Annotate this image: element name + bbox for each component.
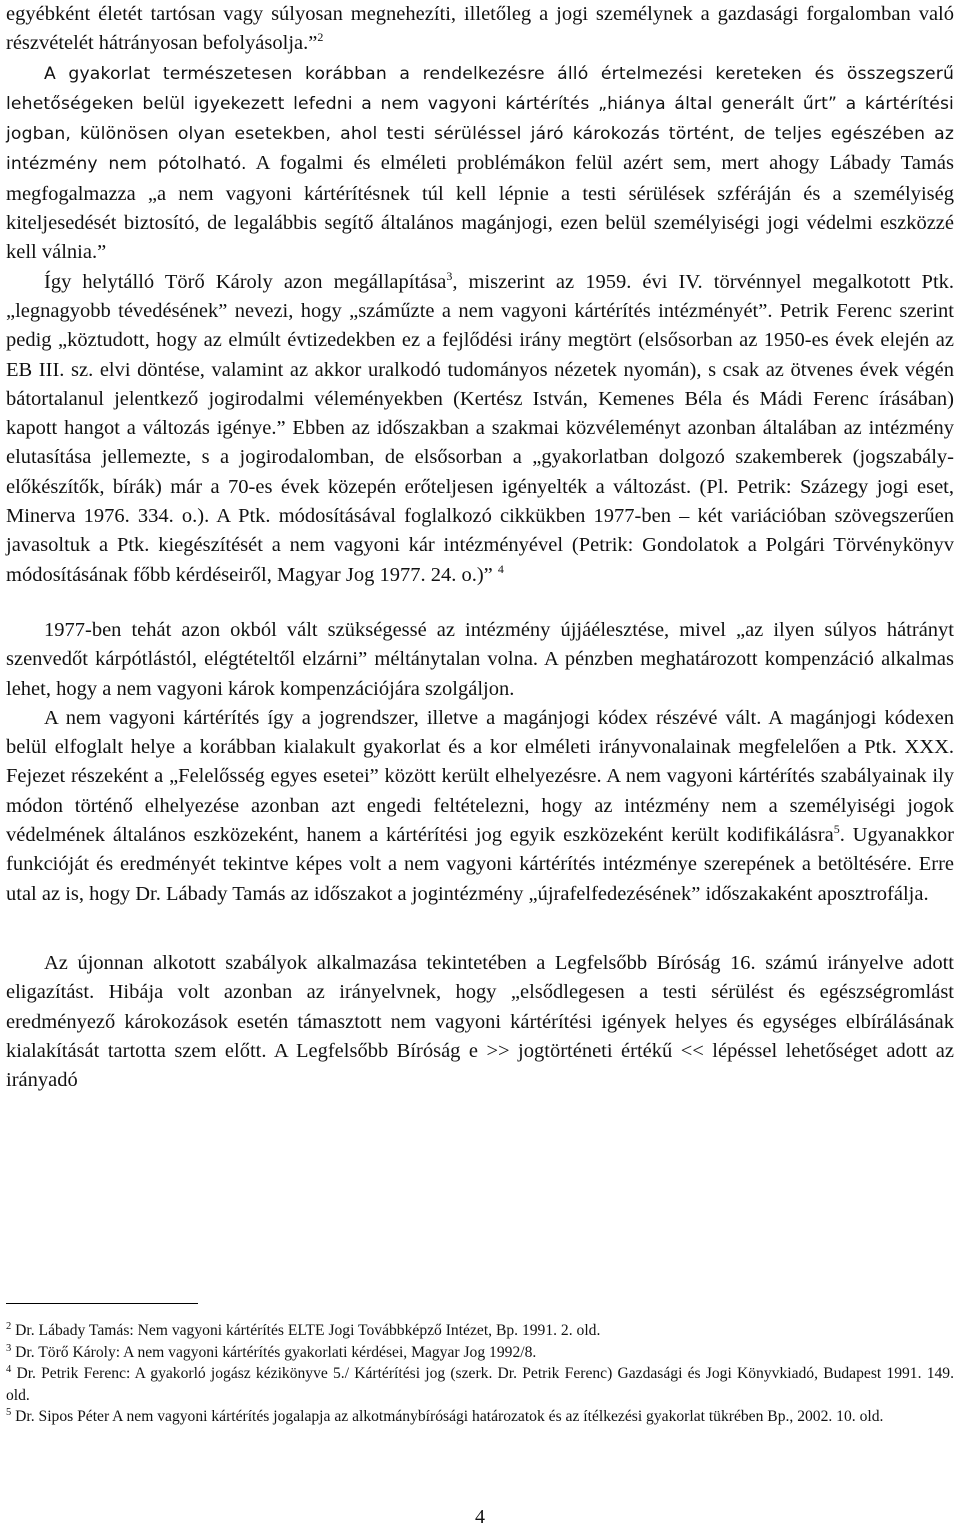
paragraph-5 bbox=[6, 704, 954, 909]
footnote-number: 4 bbox=[6, 1363, 12, 1375]
paragraph-1 bbox=[6, 0, 954, 59]
paragraph-3-text-b: , miszerint az 1959. évi IV. törvénnyel megalkotott Ptk. „legnagyobb tévedésének” nevezi, hogy „száműzte a nem vagyoni kártérítés intézményét”. Petrik Ferenc szerint pedig „köztudott, hogy az elmúlt évtizedekben ez a fejlődési irány megtört (elsősorban az 1950-es évek elején az EB III. sz. elvi döntése, valamint az akkor uralkodó tudományos nézetek nyomán), s csak az ötvenes évek végén bátortalanul jelentkező jogirodalmi véleményekben (Kertész István, Kemenes Béla és Mádi Ferenc írásában) kapott hangot a változás igénye.” Ebben az időszakban a szakmai közvéleményt azonban általában az intézmény elutasítása jellemezte, s a jogirodalomban, de elsősorban a „gyakorlatban dolgozó szakemberek (jogszabály-előkészítők, bírák) már a 70-es évek közepén erőteljesen igényelték a változást. (Pl. Petrik: Százegy jogi eset, Minerva 1976. 334. o.). A Ptk. módosításával foglalkozó cikkükben 1977-ben – két variációban szövegszerűen javasoltuk a Ptk. kiegészítését a nem vagyoni kár intézményével (Petrik: Gondolatok a Polgári Törvénykönyv módosításának főbb kérdéseiről, Magyar Jog 1977. 24. o.)” bbox=[6, 270, 955, 586]
footnote-text: Dr. Törő Károly: A nem vagyoni kártérítés gyakorlati kérdései, Magyar Jog 1992/8. bbox=[11, 1343, 537, 1361]
paragraph-6-text: Az újonnan alkotott szabályok alkalmazása tekintetében a Legfelsőbb Bíróság 16. számú irányelve adott eligazítást. Hibája volt azonban az irányelvnek, hogy „elsődlegesen a testi sérülést és egészségromlást eredményező károkozások esetén támasztott nem vagyoni kártérítési igények helyes és egységes elbírálásának kialakítását tartotta szem előtt. A Legfelsőbb Bíróság e >> jogtörténeti értékű << lépéssel lehetőséget adott az irányadó bbox=[6, 951, 954, 1092]
footnote-number: 2 bbox=[6, 1320, 12, 1332]
paragraph-5-text-a: A nem vagyoni kártérítés így a jogrendszer, illetve a magánjogi kódex részévé vált. A magánjogi kódexen belül elfoglalt helye a korábban kialakult gyakorlat és a kor elméleti irányvonalainak megfelelően a Ptk. XXX. Fejezet részeként a „Felelősség egyes esetei” között került elhelyezésre. A nem vagyoni kártérítés szabályainak ily módon történő elhelyezése azonban azt engedi feltételezni, hogy az intézmény nem a személyiségi jogok védelmének általános eszközeként, hanem a kártérítési jog egyik eszközeként került kodifikálásra bbox=[6, 706, 954, 847]
footnote-text: Dr. Sipos Péter A nem vagyoni kártérítés jogalapja az alkotmánybírósági határozatok és az ítélkezési gyakorlat tükrében Bp., 2002. 10. old. bbox=[11, 1408, 884, 1425]
footnote-3 bbox=[6, 1342, 954, 1364]
document-page bbox=[6, 0, 954, 1537]
paragraph-6 bbox=[6, 949, 954, 1095]
footnote-ref-3[interactable]: 3 bbox=[446, 268, 453, 283]
paragraph-3 bbox=[6, 268, 954, 590]
body-text bbox=[6, 0, 954, 1095]
footnote-2 bbox=[6, 1320, 954, 1342]
paragraph-3-text-a: Így helytálló Törő Károly azon megállapítása bbox=[44, 270, 447, 293]
paragraph-spacer bbox=[6, 909, 954, 949]
footnote-5 bbox=[6, 1406, 954, 1428]
paragraph-4-text: 1977-ben tehát azon okból vált szükségessé az intézmény újjáélesztése, mivel „az ilyen súlyos hátrányt szenvedőt kárpótlástól, elégtételtől elzárni” méltánytalan volna. A pénzben meghatározott kompenzáció alkalmas lehet, hogy a nem vagyoni károk kompenzációjára szolgáljon. bbox=[6, 618, 954, 700]
footnote-ref-4[interactable]: 4 bbox=[497, 561, 504, 576]
paragraph-2-text: A fogalmi és elméleti problémákon felül azért sem, mert ahogy Lábady Tamás megfogalmazza „a nem vagyoni kártérítésnek túl kell lépnie a testi sérülések szféráján és a személyiség kiteljesedését biztosító, de legalábbis segítő általános magánjogi, ezen belül személyiségi jogi védelmi eszközzé kell válnia.” bbox=[6, 152, 954, 264]
footnote-number: 3 bbox=[6, 1342, 12, 1354]
paragraph-spacer bbox=[6, 590, 954, 616]
footnote-separator bbox=[6, 1303, 198, 1304]
footnote-ref-5[interactable]: 5 bbox=[833, 822, 840, 837]
paragraph-5-text-b: . Ugyanakkor funkcióját és eredményét tekintve képes volt a nem vagyoni kártérítés intézménye szerepének a betöltésére. Erre utal az is, hogy Dr. Lábady Tamás az időszakot a jogintézmény „újrafelfedezésének” időszakaként aposztrofálja. bbox=[6, 824, 954, 905]
paragraph-2 bbox=[6, 59, 954, 268]
footnote-ref-2[interactable]: 2 bbox=[317, 30, 324, 45]
page-number: 4 bbox=[475, 1506, 485, 1528]
footnote-4 bbox=[6, 1363, 954, 1406]
footnote-text: Dr. Lábady Tamás: Nem vagyoni kártérítés ELTE Jogi Továbbképző Intézet, Bp. 1991. 2. old. bbox=[11, 1322, 601, 1339]
paragraph-1-text: egyébként életét tartósan vagy súlyosan megnehezíti, illetőleg a jogi személynek a gazdasági forgalomban való részvételét hátrányosan befolyásolja.” bbox=[6, 3, 954, 55]
footnotes bbox=[6, 1320, 954, 1428]
paragraph-2-text-sans: A gyakorlat természetesen korábban a rendelkezésre álló értelmezési kereteken és összegszerű lehetőségeken belül igyekezett lefedni a nem vagyoni kártérítés „hiánya által generált űrt” a kártérítési jogban, különösen olyan esetekben, ahol testi sérüléssel járó károkozás történt, de teljes egészében az intézmény nem pótolható. bbox=[6, 63, 954, 175]
footnote-text: Dr. Petrik Ferenc: A gyakorló jogász kézikönyve 5./ Kártérítési jog (szerk. Dr. Petrik Ferenc) Gazdasági és Jogi Könyvkiadó, Budapest 1991. 149. old. bbox=[6, 1365, 954, 1404]
footnote-number: 5 bbox=[6, 1406, 12, 1418]
paragraph-4 bbox=[6, 616, 954, 704]
